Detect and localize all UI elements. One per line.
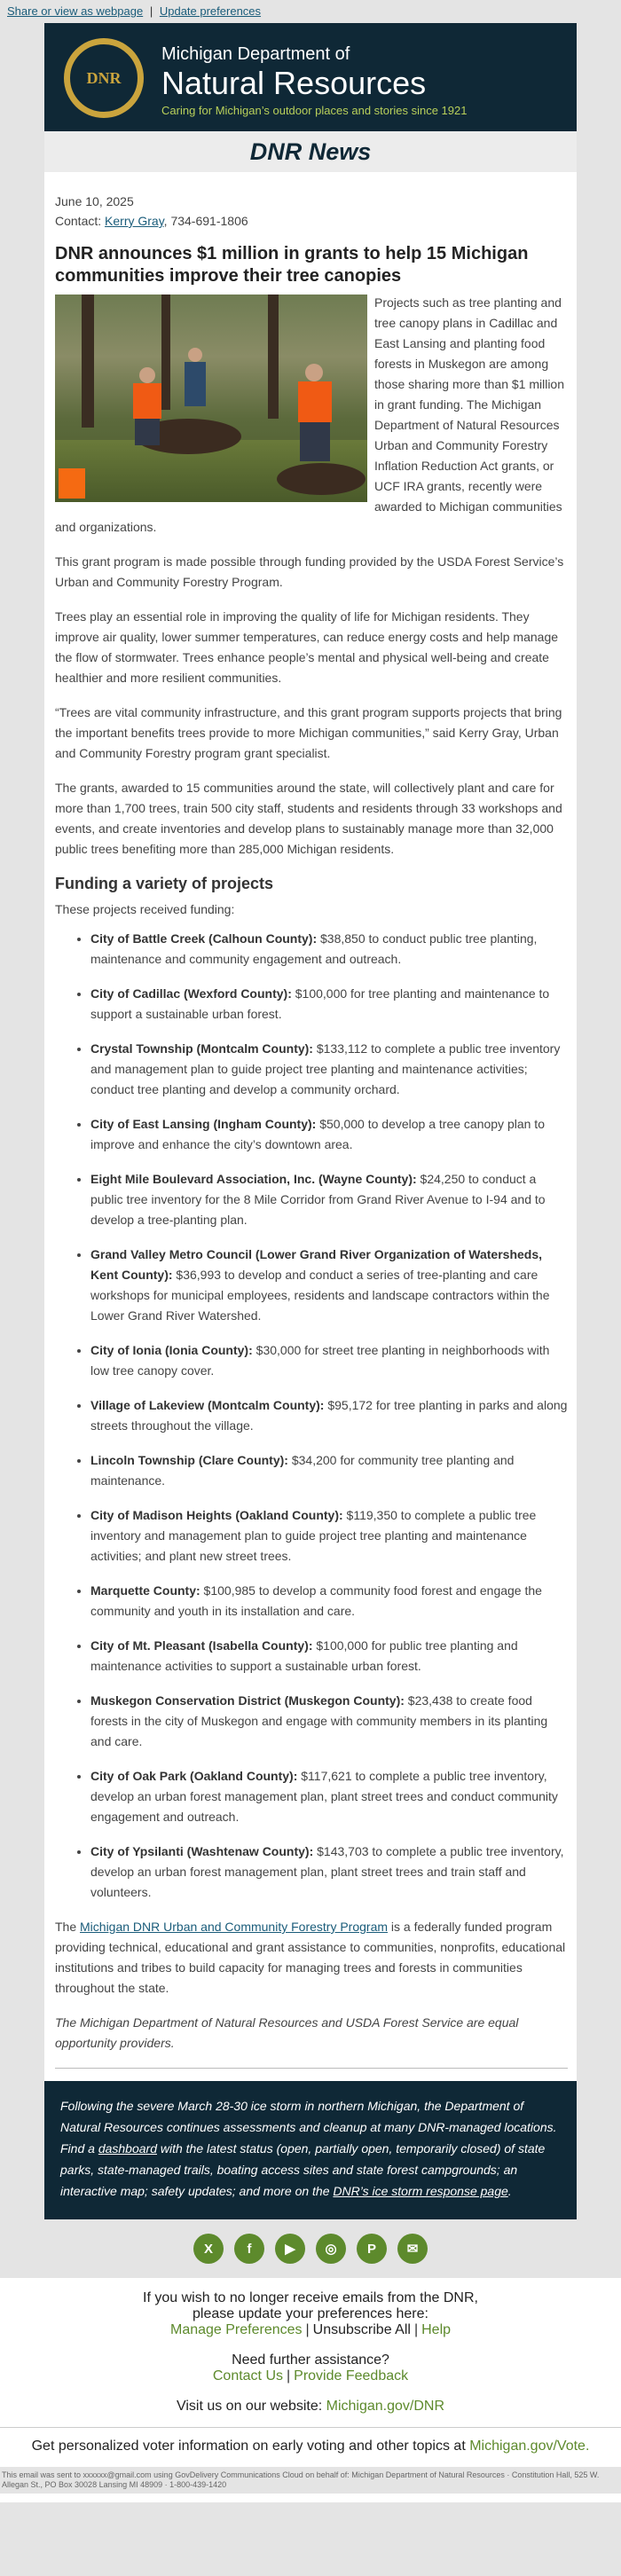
chat-icon[interactable]: ✉ bbox=[397, 2234, 428, 2264]
article-paragraph: Trees play an essential role in improving the quality of life for Michigan residents. They improve air quality, lower summer temperatures, can reduce energy costs and help manage the flow of stormwater. Trees enhance people’s mental and physical well-being and create healthier and more resilient communities. bbox=[55, 609, 559, 685]
notice-mid: with the latest status (open, partially open, temporarily closed) of state parks, state-managed trails, boating access sites and state forest campgrounds; an interactive map; safety updates; and more on the bbox=[60, 2141, 546, 2198]
project-desc: $50,000 to develop a tree canopy plan to improve and enhance the city’s downtown area. bbox=[90, 1117, 545, 1151]
project-name: Muskegon Conservation District (Muskegon County): bbox=[90, 1693, 405, 1708]
header bbox=[44, 23, 577, 131]
social-links bbox=[44, 2219, 577, 2278]
project-name: Crystal Township (Montcalm County): bbox=[90, 1041, 313, 1056]
project-desc: $100,000 for public tree planting and maintenance activities to support a sustainable urban forest. bbox=[90, 1638, 518, 1673]
notice-post: . bbox=[507, 2184, 512, 2198]
project-desc: $100,000 for tree planting and maintenance to support a sustainable urban forest. bbox=[90, 986, 550, 1021]
article bbox=[44, 172, 577, 2081]
project-name: Village of Lakeview (Montcalm County): bbox=[90, 1398, 325, 1412]
youtube-icon[interactable]: ▶ bbox=[275, 2234, 305, 2264]
header-line1: Michigan Department of bbox=[161, 44, 350, 64]
photo-person-head bbox=[188, 348, 202, 362]
article-contact bbox=[55, 211, 568, 231]
project-desc: $100,985 to develop a community food forest and engage the community and youth in its installation and care. bbox=[90, 1583, 542, 1618]
update-preferences-link[interactable]: Update preferences bbox=[159, 4, 262, 18]
topbar-separator: | bbox=[149, 4, 153, 18]
top-bar bbox=[0, 0, 621, 23]
dnr-logo-icon bbox=[64, 38, 144, 118]
ice-storm-notice bbox=[44, 2081, 577, 2219]
dashboard-link[interactable]: dashboard bbox=[98, 2141, 157, 2156]
photo-person-pants bbox=[135, 419, 160, 445]
photo-bucket bbox=[59, 468, 85, 499]
contact-phone: , 734-691-1806 bbox=[163, 214, 248, 228]
project-name: City of Mt. Pleasant (Isabella County): bbox=[90, 1638, 313, 1653]
equal-opportunity-note: The Michigan Department of Natural Resources and USDA Forest Service are equal opportunity providers. bbox=[55, 2015, 519, 2050]
list-item bbox=[90, 1340, 568, 1381]
article-paragraph bbox=[55, 1917, 568, 1999]
project-name: Grand Valley Metro Council (Lower Grand River Organization of Watersheds, Kent County): bbox=[90, 1247, 543, 1282]
spacer bbox=[0, 2384, 621, 2399]
ice-storm-page-link[interactable]: DNR’s ice storm response page bbox=[333, 2184, 508, 2198]
photo-person-head bbox=[305, 364, 323, 381]
legal-text: This email was sent to xxxxxx@gmail.com using GovDelivery Communications Cloud on behalf of: Michigan Department of Natural Resources · Constitution Hall, 525 W. Allegan St., PO Box 30028 Lansing MI 48909 · 1-800-439-1420 bbox=[0, 2467, 621, 2494]
list-item bbox=[90, 1636, 568, 1677]
p6-pre: The bbox=[55, 1920, 81, 1934]
section-subhead: Funding a variety of projects bbox=[55, 875, 274, 892]
project-desc: $23,438 to create food forests in the city of Muskegon and engage with community members in its planting and care. bbox=[90, 1693, 548, 1748]
list-item bbox=[90, 1450, 568, 1491]
list-item bbox=[90, 1039, 568, 1100]
list-item bbox=[90, 1766, 568, 1827]
notice-pre: Following the severe March 28-30 ice storm in northern Michigan, the Department of Natural Resources continues assessments and cleanup at many DNR-managed locations. Find a bbox=[60, 2099, 557, 2156]
share-link[interactable]: Share or view as webpage bbox=[7, 4, 144, 18]
dnr-logo-inner: DNR bbox=[68, 43, 139, 114]
vote-link[interactable]: Michigan.gov/Vote. bbox=[469, 2439, 590, 2454]
list-item bbox=[90, 1395, 568, 1436]
header-line2: Natural Resources bbox=[161, 65, 427, 101]
photo-tree-trunk bbox=[268, 295, 279, 419]
vote-prefix: Get personalized voter information on early voting and other topics at bbox=[31, 2439, 470, 2454]
photo-person-body bbox=[185, 362, 206, 406]
list-item bbox=[90, 929, 568, 970]
project-desc: $95,172 for tree planting in parks and along streets throughout the village. bbox=[90, 1398, 568, 1433]
unsub-line2: please update your preferences here: bbox=[193, 2306, 428, 2321]
project-desc: $119,350 to complete a public tree inventory and management plan to guide project tree planting and maintenance activities; and plant new street trees. bbox=[90, 1508, 537, 1563]
ucf-program-link[interactable]: Michigan DNR Urban and Community Forestry Program bbox=[80, 1920, 389, 1934]
contact-us-link[interactable]: Contact Us bbox=[212, 2368, 283, 2384]
assist-links bbox=[0, 2368, 621, 2384]
divider bbox=[55, 2068, 568, 2069]
footer bbox=[0, 2278, 621, 2502]
project-desc: $143,703 to complete a public tree inventory, develop an urban forest management plan, plant street trees and train staff and volunteers. bbox=[90, 1844, 564, 1899]
project-name: City of Battle Creek (Calhoun County): bbox=[90, 931, 318, 946]
project-name: City of Cadillac (Wexford County): bbox=[90, 986, 292, 1001]
project-desc: $34,200 for community tree planting and maintenance. bbox=[90, 1453, 515, 1488]
preference-links bbox=[0, 2322, 621, 2338]
project-name: City of Madison Heights (Oakland County): bbox=[90, 1508, 343, 1522]
visit-prefix: Visit us on our website: bbox=[176, 2399, 326, 2414]
list-item bbox=[90, 1691, 568, 1752]
article-paragraph: The grants, awarded to 15 communities around the state, will collectively plant and care for more than 1,700 trees, train 500 city staff, students and residents through 33 workshops and events, and create inventories and develop plans to sustainably manage more than 32,000 public trees benefiting more than 285,000 Michigan residents. bbox=[55, 781, 562, 856]
list-item bbox=[90, 1505, 568, 1567]
article-paragraph: Projects such as tree planting and tree canopy plans in Cadillac and East Lansing and planting food forests in Muskegon are among those sharing more than $1 million in grant funding. The Michigan Department of Natural Resources Urban and Community Forestry Inflation Reduction Act grants, or UCF IRA grants, recently were awarded to Michigan communities and organizations. bbox=[55, 295, 565, 534]
tree-planting-photo bbox=[55, 295, 367, 502]
photo-person-vest bbox=[298, 381, 332, 422]
project-name: City of East Lansing (Ingham County): bbox=[90, 1117, 317, 1131]
assist-text: Need further assistance? bbox=[232, 2352, 389, 2368]
manage-preferences-link[interactable]: Manage Preferences bbox=[169, 2322, 303, 2337]
footer-separator: | bbox=[305, 2322, 310, 2337]
project-name: City of Ypsilanti (Washtenaw County): bbox=[90, 1844, 314, 1858]
photo-tree-trunk bbox=[161, 295, 170, 410]
unsub-line1: If you wish to no longer receive emails from the DNR, bbox=[143, 2290, 478, 2305]
help-link[interactable]: Help bbox=[421, 2322, 452, 2337]
feedback-link[interactable]: Provide Feedback bbox=[294, 2368, 409, 2384]
x-icon[interactable]: X bbox=[193, 2234, 224, 2264]
article-headline: DNR announces $1 million in grants to help 15 Michigan communities improve their tree canopies bbox=[55, 244, 529, 286]
p6-post: is a federally funded program providing technical, educational and grant assistance to communities, nonprofits, educational institutions and tribes to build capacity for managing trees and forests in communities throughout the state. bbox=[55, 1920, 566, 1995]
project-name: City of Oak Park (Oakland County): bbox=[90, 1769, 298, 1783]
header-tagline: Caring for Michigan’s outdoor places and stories since 1921 bbox=[161, 104, 468, 117]
project-name: Eight Mile Boulevard Association, Inc. (Wayne County): bbox=[90, 1172, 417, 1186]
footer-separator: | bbox=[287, 2368, 291, 2384]
project-name: Marquette County: bbox=[90, 1583, 200, 1598]
email-body bbox=[2, 23, 600, 2502]
list-item bbox=[90, 1842, 568, 1903]
project-name: City of Ionia (Ionia County): bbox=[90, 1343, 253, 1357]
project-desc: $24,250 to conduct a public tree inventory for the 8 Mile Corridor from Grand River Avenue to I-94 and to develop a tree-planting plan. bbox=[90, 1172, 546, 1227]
list-item bbox=[90, 984, 568, 1025]
article-paragraph: “Trees are vital community infrastructure, and this grant program supports projects that bring the important benefits trees provide to more Michigan communities,” said Kerry Gray, Urban and Community Forestry program grant specialist. bbox=[55, 705, 562, 760]
project-name: Lincoln Township (Clare County): bbox=[90, 1453, 288, 1467]
project-desc: $30,000 for street tree planting in neighborhoods with low tree canopy cover. bbox=[90, 1343, 550, 1378]
news-banner: DNR News bbox=[44, 131, 577, 172]
contact-prefix: Contact: bbox=[55, 214, 106, 228]
unsubscribe-link[interactable]: Unsubscribe All bbox=[312, 2322, 411, 2337]
photo-soil-mound bbox=[277, 463, 366, 495]
photo-tree-trunk bbox=[82, 295, 94, 428]
list-item bbox=[90, 1169, 568, 1230]
article-date: June 10, 2025 bbox=[55, 194, 134, 208]
contact-name-link[interactable]: Kerry Gray bbox=[105, 214, 164, 228]
project-desc: $38,850 to conduct public tree planting, maintenance and community engagement and outreach. bbox=[90, 931, 538, 966]
list-item bbox=[90, 1114, 568, 1155]
vote-line bbox=[0, 2428, 621, 2467]
footer-separator: | bbox=[413, 2322, 419, 2337]
instagram-icon[interactable]: ◎ bbox=[316, 2234, 346, 2264]
pinterest-icon[interactable]: P bbox=[357, 2234, 387, 2264]
photo-person-pants bbox=[300, 422, 330, 461]
photo-person-head bbox=[139, 367, 155, 383]
photo-person-vest bbox=[133, 383, 161, 419]
article-paragraph: This grant program is made possible through funding provided by the USDA Forest Service’s Urban and Community Forestry Program. bbox=[55, 554, 564, 589]
projects-intro: These projects received funding: bbox=[55, 902, 235, 916]
list-item bbox=[90, 1245, 568, 1326]
list-item bbox=[90, 1581, 568, 1622]
facebook-icon[interactable]: f bbox=[234, 2234, 264, 2264]
projects-list bbox=[76, 929, 568, 1903]
project-desc: $117,621 to complete a public tree inventory, develop an urban forest management plan, plant street trees and conduct community engagement and outreach. bbox=[90, 1769, 558, 1824]
spacer bbox=[0, 2338, 621, 2352]
dnr-website-link[interactable]: Michigan.gov/DNR bbox=[326, 2399, 445, 2414]
website-line bbox=[0, 2399, 621, 2415]
project-desc: $133,112 to complete a public tree inventory and management plan to guide project tree planting and maintenance activities; conduct tree planting and develop a community orchard. bbox=[90, 1041, 561, 1096]
project-desc: $36,993 to develop and conduct a series of tree-planting and care workshops for municipal employees, residents and landscape contractors within the Lower Grand River Watershed. bbox=[90, 1268, 550, 1323]
header-text bbox=[161, 44, 467, 117]
